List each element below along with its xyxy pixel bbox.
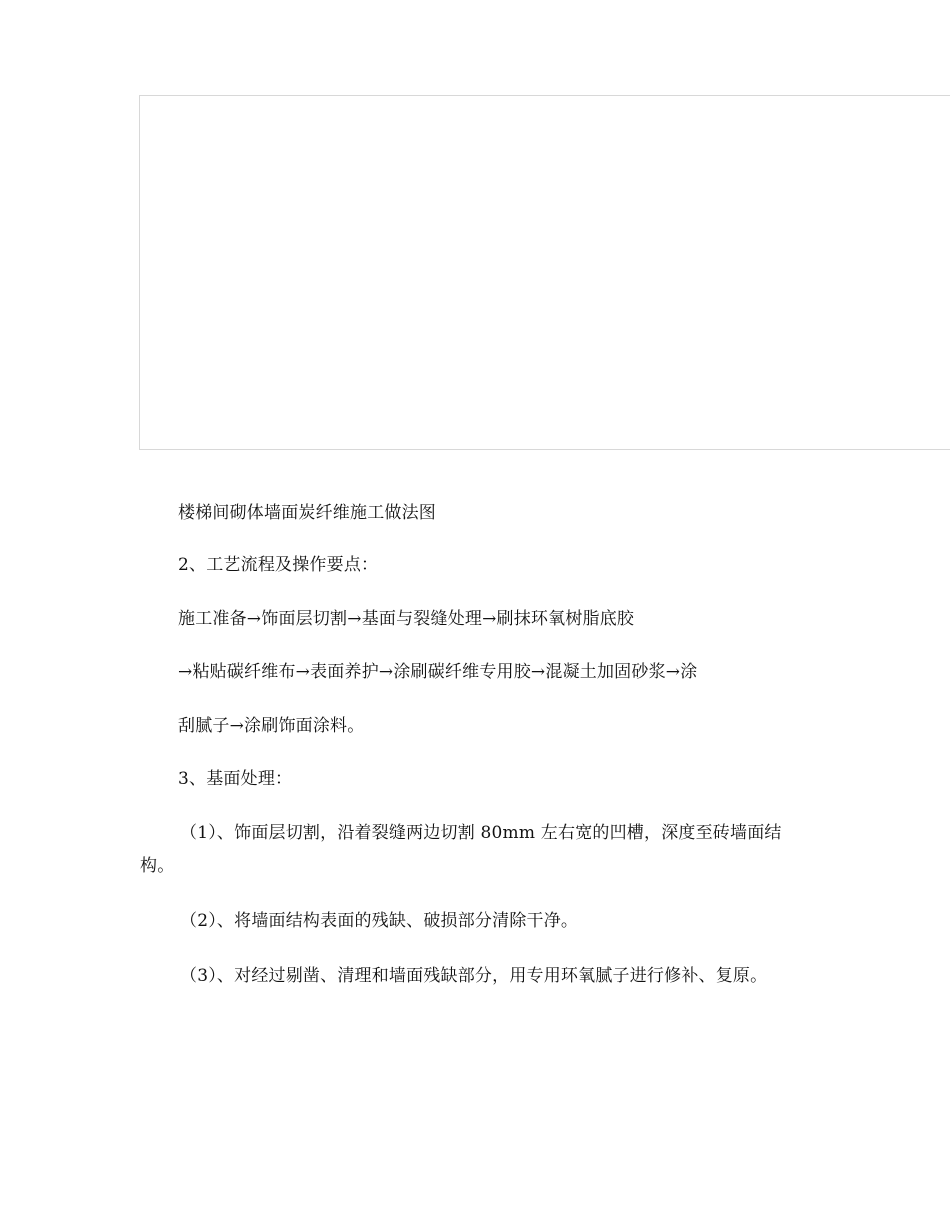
section-3-heading: 3、基面处理： [178, 769, 293, 789]
section-2-heading: 2、工艺流程及操作要点： [178, 555, 379, 575]
figure-caption: 楼梯间砌体墙面炭纤维施工做法图 [178, 503, 436, 523]
figure-placeholder [139, 95, 950, 450]
flow-line-3: 刮腻子→涂刷饰面涂料。 [178, 716, 365, 736]
section-3-item-2: （2）、将墙面结构表面的残缺、破损部分清除干净。 [180, 911, 579, 931]
section-3-item-1: （1）、饰面层切割，沿着裂缝两边切割 80mm 左右宽的凹槽，深度至砖墙面结构。 [140, 823, 782, 876]
flow-line-1: 施工准备→饰面层切割→基面与裂缝处理→刷抹环氧树脂底胶 [178, 609, 635, 629]
section-3-item-3: （3）、对经过剔凿、清理和墙面残缺部分，用专用环氧腻子进行修补、复原。 [180, 966, 768, 986]
flow-line-2: →粘贴碳纤维布→表面养护→涂刷碳纤维专用胶→混凝土加固砂浆→涂 [178, 662, 698, 682]
